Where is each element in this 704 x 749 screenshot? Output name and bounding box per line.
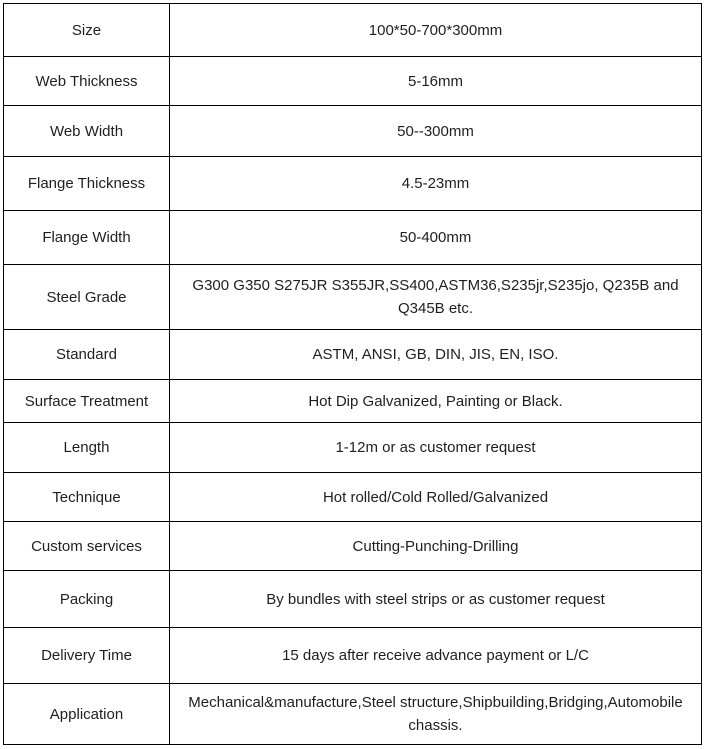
row-value: Mechanical&manufacture,Steel structure,Shipbuilding,Bridging,Automobile chassis. (170, 684, 702, 745)
row-value: 100*50-700*300mm (170, 4, 702, 57)
row-label: Surface Treatment (4, 380, 170, 423)
row-label: Steel Grade (4, 265, 170, 330)
table-row (4, 522, 702, 571)
row-value: 50-400mm (170, 211, 702, 265)
row-value: Hot Dip Galvanized, Painting or Black. (170, 380, 702, 423)
table-row (4, 57, 702, 106)
row-label: Size (4, 4, 170, 57)
row-value: ASTM, ANSI, GB, DIN, JIS, EN, ISO. (170, 330, 702, 380)
row-label: Flange Thickness (4, 157, 170, 211)
table-row (4, 473, 702, 522)
row-label: Custom services (4, 522, 170, 571)
row-label: Delivery Time (4, 628, 170, 684)
row-label: Standard (4, 330, 170, 380)
table-row (4, 265, 702, 330)
table-row (4, 380, 702, 423)
table-row (4, 423, 702, 473)
row-label: Length (4, 423, 170, 473)
row-value: Hot rolled/Cold Rolled/Galvanized (170, 473, 702, 522)
table-row (4, 106, 702, 157)
row-label: Application (4, 684, 170, 745)
table-row (4, 211, 702, 265)
row-value: 15 days after receive advance payment or L/C (170, 628, 702, 684)
table-row (4, 4, 702, 57)
row-label: Web Thickness (4, 57, 170, 106)
table-row (4, 684, 702, 745)
spec-table (3, 3, 702, 745)
spec-table-container (3, 3, 702, 745)
row-value: 4.5-23mm (170, 157, 702, 211)
row-value: 5-16mm (170, 57, 702, 106)
row-value: G300 G350 S275JR S355JR,SS400,ASTM36,S235jr,S235jo, Q235B and Q345B etc. (170, 265, 702, 330)
row-value: 1-12m or as customer request (170, 423, 702, 473)
row-label: Technique (4, 473, 170, 522)
table-row (4, 628, 702, 684)
row-value: 50--300mm (170, 106, 702, 157)
row-label: Web Width (4, 106, 170, 157)
row-value: By bundles with steel strips or as customer request (170, 571, 702, 628)
table-row (4, 157, 702, 211)
row-value: Cutting-Punching-Drilling (170, 522, 702, 571)
row-label: Flange Width (4, 211, 170, 265)
table-row (4, 571, 702, 628)
table-row (4, 330, 702, 380)
row-label: Packing (4, 571, 170, 628)
